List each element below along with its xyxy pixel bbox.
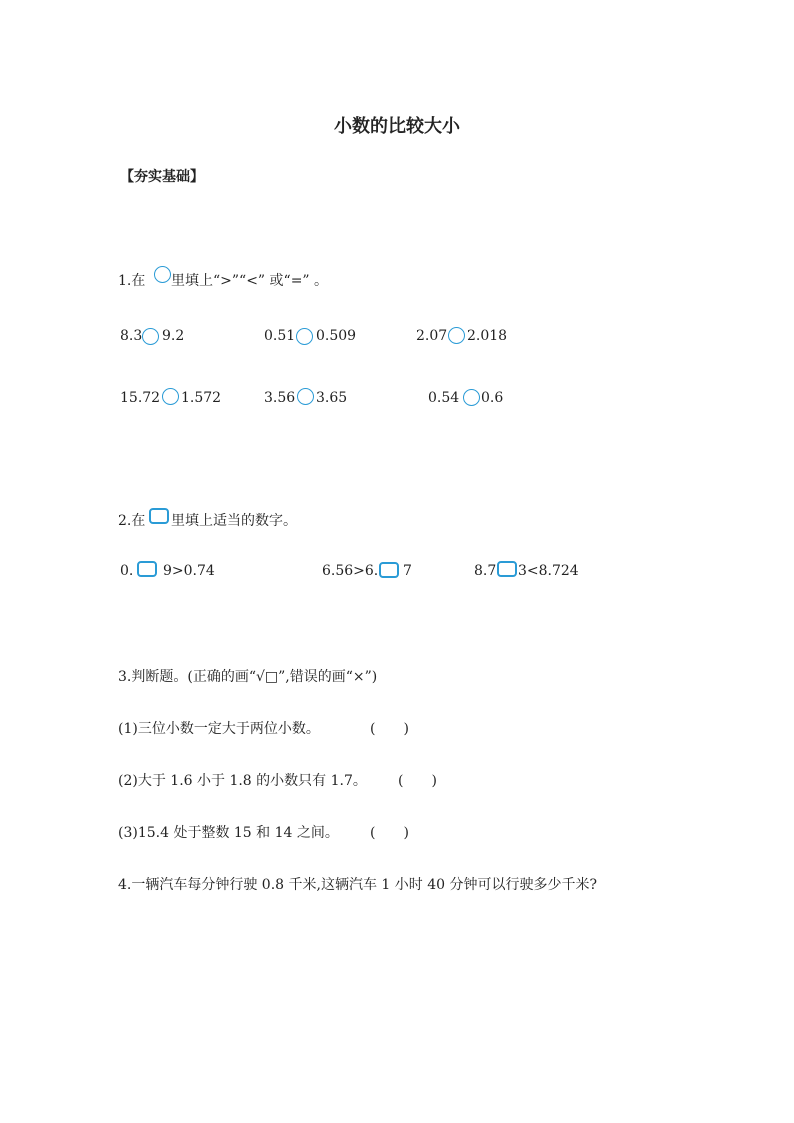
answer-circle-icon[interactable]	[448, 327, 465, 344]
q2-item3-left: 8.7	[474, 563, 497, 579]
q1-r1-item3-left: 2.07	[416, 328, 448, 344]
answer-circle-icon[interactable]	[463, 389, 480, 406]
q2-item1-right: 9>0.74	[163, 563, 215, 579]
q2-item3-right: 3<8.724	[518, 563, 579, 579]
q3-item1-blank[interactable]: ( )	[370, 721, 409, 737]
q3-item3-blank[interactable]: ( )	[370, 825, 409, 841]
answer-circle-icon[interactable]	[142, 328, 159, 345]
q3-item2-text: (2)大于 1.6 小于 1.8 的小数只有 1.7。	[118, 773, 367, 789]
q2-prompt-prefix: 2.在	[118, 513, 146, 529]
q2-item2-right: 7	[403, 563, 412, 579]
q1-r1-item2-right: 0.509	[316, 328, 357, 344]
q3-item1-text: (1)三位小数一定大于两位小数。	[118, 721, 320, 737]
section-heading: 【夯实基础】	[120, 169, 204, 185]
q1-prompt-suffix: 里填上“>”“<” 或“=” 。	[171, 273, 329, 289]
q1-r2-item1-right: 1.572	[181, 390, 222, 406]
q1-r1-item1-right: 9.2	[162, 328, 185, 344]
q1-r2-item3-right: 0.6	[481, 390, 504, 406]
q3-item3-text: (3)15.4 处于整数 15 和 14 之间。	[118, 825, 339, 841]
q1-r2-item1-left: 15.72	[120, 390, 161, 406]
answer-box-icon[interactable]	[379, 562, 399, 578]
q1-r1-item3-right: 2.018	[467, 328, 508, 344]
q1-r2-item2-right: 3.65	[316, 390, 348, 406]
q1-prompt-prefix: 1.在	[118, 273, 146, 289]
q4-prompt: 4.一辆汽车每分钟行驶 0.8 千米,这辆汽车 1 小时 40 分钟可以行驶多少千米?	[118, 877, 597, 893]
page-title: 小数的比较大小	[334, 116, 460, 137]
q1-r2-item2-left: 3.56	[264, 390, 296, 406]
answer-circle-icon[interactable]	[297, 388, 314, 405]
q3-item2-blank[interactable]: ( )	[398, 773, 437, 789]
q2-item1-left: 0.	[120, 563, 134, 579]
q2-item2-left: 6.56>6.	[322, 563, 379, 579]
q3-prompt: 3.判断题。(正确的画“√□”,错误的画“×”)	[118, 669, 378, 685]
q2-prompt-suffix: 里填上适当的数字。	[171, 513, 297, 529]
answer-box-icon[interactable]	[137, 561, 157, 577]
answer-circle-icon[interactable]	[154, 266, 171, 283]
answer-box-icon[interactable]	[497, 561, 517, 577]
answer-box-icon[interactable]	[149, 508, 169, 524]
answer-circle-icon[interactable]	[296, 328, 313, 345]
q1-r1-item1-left: 8.3	[120, 328, 143, 344]
q1-r2-item3-left: 0.54	[428, 390, 460, 406]
q1-r1-item2-left: 0.51	[264, 328, 296, 344]
answer-circle-icon[interactable]	[162, 388, 179, 405]
